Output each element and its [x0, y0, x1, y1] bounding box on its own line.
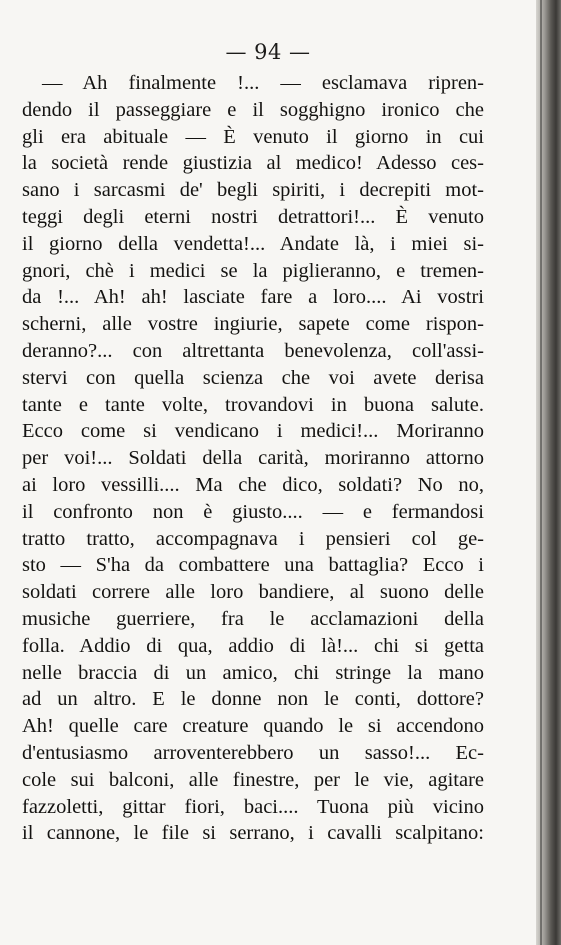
text-line: d'entusiasmo arroventerebbero un sasso!... Ec-	[22, 741, 484, 764]
text-line: dendo il passeggiare e il sogghigno ironico che	[22, 98, 484, 121]
text-line: da !... Ah! ah! lasciate fare a loro.... Ai vostri	[22, 286, 484, 309]
text-line: ad un altro. E le donne non le conti, dottore?	[22, 688, 484, 711]
text-line: musiche guerriere, fra le acclamazioni della	[22, 607, 484, 630]
text-line: nelle braccia di un amico, chi stringe la mano	[22, 661, 484, 684]
text-line: il cannone, le file si serrano, i cavalli scalpitano:	[22, 822, 484, 845]
text-line: gnori, chè i medici se la piglieranno, e tremen-	[22, 259, 484, 282]
text-line: Ecco come si vendicano i medici!... Moriranno	[22, 420, 484, 443]
text-line: tante e tante volte, trovandovi in buona salute.	[22, 393, 484, 416]
text-line: — Ah finalmente !... — esclamava ripren-	[42, 72, 484, 94]
text-line: teggi degli eterni nostri detrattori!... È venuto	[22, 205, 484, 228]
text-line: la società rende giustizia al medico! Adesso ces-	[22, 152, 484, 175]
text-line: ai loro vessilli.... Ma che dico, soldati? No no,	[22, 473, 484, 496]
text-line: stervi con quella scienza che voi avete derisa	[22, 366, 484, 389]
text-line: fazzoletti, gittar fiori, baci.... Tuona più vicino	[22, 795, 484, 818]
text-line: Ah! quelle care creature quando le si accendono	[22, 715, 484, 738]
text-line: soldati correre alle loro bandiere, al suono delle	[22, 581, 484, 604]
text-line: folla. Addio di qua, addio di là!... chi si getta	[22, 634, 484, 657]
text-line: cole sui balconi, alle finestre, per le vie, agitare	[22, 768, 484, 791]
text-line: per voi!... Soldati della carità, moriranno attorno	[22, 447, 484, 470]
text-line: gli era abituale — È venuto il giorno in cui	[22, 125, 484, 148]
text-line: scherni, alle vostre ingiurie, sapete come rispon-	[22, 313, 484, 336]
text-line: il giorno della vendetta!... Andate là, i miei si-	[22, 232, 484, 255]
text-line: sano i sarcasmi de' begli spiriti, i decrepiti mot-	[22, 179, 484, 202]
body-text	[22, 70, 484, 847]
text-line: deranno?... con altrettanta benevolenza, coll'assi-	[22, 339, 484, 362]
page-binding-edge	[536, 0, 561, 945]
page-number: — 94 —	[225, 40, 311, 64]
text-line: tratto tratto, accompagnava i pensieri col ge-	[22, 527, 484, 550]
text-line: sto — S'ha da combattere una battaglia? Ecco i	[22, 554, 484, 577]
text-line: il confronto non è giusto.... — e fermandosi	[22, 500, 484, 523]
